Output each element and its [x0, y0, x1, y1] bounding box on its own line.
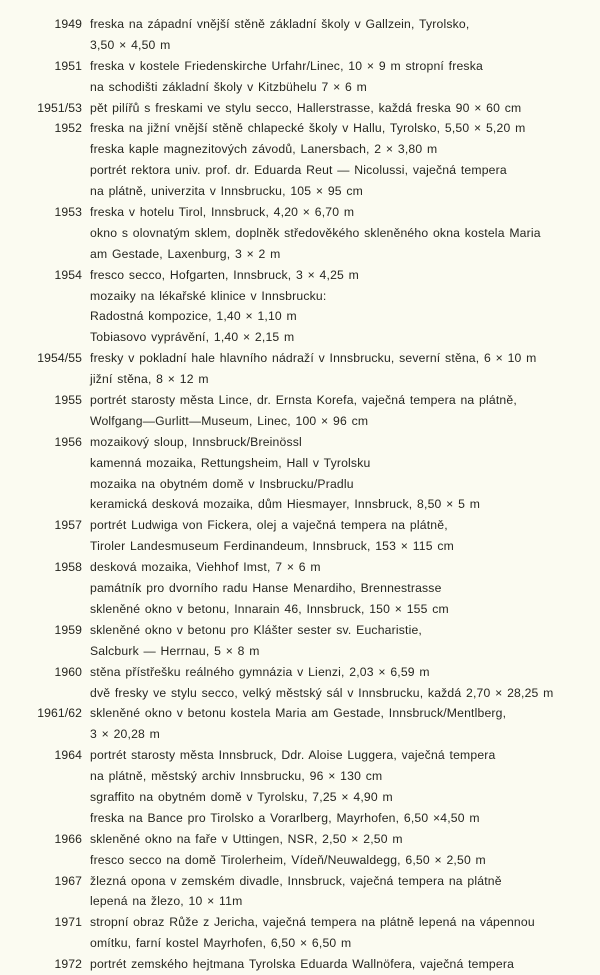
entry-year: 1956: [54, 434, 82, 449]
entry-line: [20, 474, 580, 495]
entry-line: [20, 181, 580, 202]
entry-text: stěna přístřešku reálného gymnázia v Lienzi, 2,03 × 6,59 m: [90, 664, 430, 679]
entry-line: [20, 453, 580, 474]
entry-line: [20, 787, 580, 808]
entry-text: Tobiasovo vyprávění, 1,40 × 2,15 m: [90, 330, 295, 345]
entry-year: 1967: [54, 873, 82, 888]
entry-line: [20, 954, 580, 975]
catalog-entry: [20, 348, 580, 390]
entry-line: [20, 641, 580, 662]
entry-year: 1952: [54, 121, 82, 136]
catalog-entry: [20, 56, 580, 98]
entry-year: 1971: [54, 915, 82, 930]
entry-line: [20, 77, 580, 98]
entry-text: fresky v pokladní hale hlavního nádraží v Innsbrucku, severní stěna, 6 × 10 m: [90, 351, 537, 366]
entry-text: na plátně, městský archiv Innsbrucku, 96 × 130 cm: [90, 769, 383, 784]
entry-line: [20, 515, 580, 536]
entry-line: [20, 56, 580, 77]
catalog-entry: [20, 432, 580, 516]
entry-text: Wolfgang—Gurlitt—Museum, Linec, 100 × 96 cm: [90, 413, 369, 428]
entry-line: [20, 766, 580, 787]
entry-line: [20, 348, 580, 369]
entry-text: skleněné okno na faře v Uttingen, NSR, 2,50 × 2,50 m: [90, 831, 403, 846]
entry-line: [20, 118, 580, 139]
entry-year: 1954: [54, 267, 82, 282]
entry-text: freska na jižní vnější stěně chlapecké školy v Hallu, Tyrolsko, 5,50 × 5,20 m: [90, 121, 526, 136]
entry-text: 3,50 × 4,50 m: [90, 37, 171, 52]
entry-text: mozaikový sloup, Innsbruck/Breinössl: [90, 434, 302, 449]
entry-year: 1959: [54, 622, 82, 637]
catalog-entry: [20, 118, 580, 202]
catalog-entry: [20, 98, 580, 119]
entry-text: fresco secco, Hofgarten, Innsbruck, 3 × 4,25 m: [90, 267, 359, 282]
entry-year: 1951: [54, 58, 82, 73]
entry-text: na schodišti základní školy v Kitzbühelu 7 × 6 m: [90, 79, 367, 94]
catalog-entry: [20, 390, 580, 432]
entry-text: na plátně, univerzita v Innsbrucku, 105 × 95 cm: [90, 184, 364, 199]
entry-text: pět pilířů s freskami ve stylu secco, Hallerstrasse, každá freska 90 × 60 cm: [90, 100, 522, 115]
catalog-entry: [20, 745, 580, 829]
entry-text: keramická desková mozaika, dům Hiesmayer, Innsbruck, 8,50 × 5 m: [90, 497, 481, 512]
entry-text: 3 × 20,28 m: [90, 727, 160, 742]
entry-text: mozaiky na lékařské klinice v Innsbrucku:: [90, 288, 327, 303]
entry-line: [20, 829, 580, 850]
catalog-entry: [20, 829, 580, 871]
entry-line: [20, 98, 580, 119]
entry-text: skleněné okno v betonu kostela Maria am Gestade, Innsbruck/Mentlberg,: [90, 706, 507, 721]
entry-line: [20, 390, 580, 411]
entry-line: [20, 724, 580, 745]
entry-text: portrét starosty města Lince, dr. Ernsta Korefa, vaječná tempera na plátně,: [90, 393, 517, 408]
entry-text: portrét rektora univ. prof. dr. Eduarda Reut — Nicolussi, vaječná tempera: [90, 163, 507, 178]
entry-text: stropní obraz Růže z Jericha, vaječná tempera na plátně lepená na vápennou: [90, 915, 535, 930]
entry-year: 1954/55: [37, 351, 82, 366]
catalog-entry: [20, 202, 580, 265]
entry-year: 1958: [54, 560, 82, 575]
entry-line: [20, 369, 580, 390]
entry-text: freska na Bance pro Tirolsko a Vorarlberg, Mayrhofen, 6,50 ×4,50 m: [90, 810, 480, 825]
entry-text: omítku, farní kostel Mayrhofen, 6,50 × 6,50 m: [90, 936, 352, 951]
entry-line: [20, 160, 580, 181]
entry-line: [20, 411, 580, 432]
catalog-entry: [20, 557, 580, 620]
entry-text: mozaika na obytném domě v Insbrucku/Pradlu: [90, 476, 354, 491]
entry-line: [20, 14, 580, 35]
entry-line: [20, 578, 580, 599]
entry-line: [20, 683, 580, 704]
catalog-entry: [20, 703, 580, 745]
entry-text: skleněné okno v betonu, Innarain 46, Innsbruck, 150 × 155 cm: [90, 601, 449, 616]
entry-year: 1964: [54, 748, 82, 763]
catalog-entry: [20, 662, 580, 704]
entry-line: [20, 662, 580, 683]
entry-year: 1953: [54, 205, 82, 220]
entry-line: [20, 494, 580, 515]
entry-text: Tiroler Landesmuseum Ferdinandeum, Innsbruck, 153 × 115 cm: [90, 539, 454, 554]
entry-text: am Gestade, Laxenburg, 3 × 2 m: [90, 246, 281, 261]
entry-year: 1949: [54, 17, 82, 31]
entry-line: [20, 912, 580, 933]
entry-line: [20, 536, 580, 557]
entry-text: Radostná kompozice, 1,40 × 1,10 m: [90, 309, 297, 324]
entry-text: fresco secco na domě Tirolerheim, Vídeň/Neuwaldegg, 6,50 × 2,50 m: [90, 852, 486, 867]
entry-line: [20, 327, 580, 348]
entry-text: portrét zemského hejtmana Tyrolska Eduarda Wallnöfera, vaječná tempera: [90, 957, 515, 972]
entry-line: [20, 286, 580, 307]
entry-text: kamenná mozaika, Rettungsheim, Hall v Tyrolsku: [90, 455, 371, 470]
entry-year: 1955: [54, 393, 82, 408]
catalog-entry: [20, 515, 580, 557]
entry-line: [20, 244, 580, 265]
entry-text: freska v kostele Friedenskirche Urfahr/Linec, 10 × 9 m stropní freska: [90, 58, 483, 73]
entry-text: portrét Ludwiga von Fickera, olej a vaječná tempera na plátně,: [90, 518, 448, 533]
entry-year: 1957: [54, 518, 82, 533]
catalog-entry: [20, 954, 580, 975]
entry-line: [20, 202, 580, 223]
entry-text: skleněné okno v betonu pro Klášter sester sv. Eucharistie,: [90, 622, 422, 637]
entry-text: okno s olovnatým sklem, doplněk středověkého skleněného okna kostela Maria: [90, 225, 541, 240]
entry-line: [20, 745, 580, 766]
entry-text: freska v hotelu Tirol, Innsbruck, 4,20 × 6,70 m: [90, 205, 355, 220]
entry-text: desková mozaika, Viehhof Imst, 7 × 6 m: [90, 560, 321, 575]
catalog-entry: [20, 912, 580, 954]
entry-text: portrét starosty města Innsbruck, Ddr. Aloise Luggera, vaječná tempera: [90, 748, 496, 763]
entry-year: 1961/62: [37, 706, 82, 721]
entry-line: [20, 139, 580, 160]
catalog-entry: [20, 14, 580, 56]
entry-year: 1966: [54, 831, 82, 846]
entry-text: Salcburk — Herrnau, 5 × 8 m: [90, 643, 260, 658]
entry-year: 1960: [54, 664, 82, 679]
entry-line: [20, 223, 580, 244]
entry-line: [20, 891, 580, 912]
entry-text: sgraffito na obytném domě v Tyrolsku, 7,25 × 4,90 m: [90, 789, 393, 804]
entry-line: [20, 306, 580, 327]
entry-text: jižní stěna, 8 × 12 m: [90, 372, 209, 387]
catalog-entry: [20, 265, 580, 349]
entry-line: [20, 432, 580, 453]
entry-line: [20, 620, 580, 641]
entry-year: 1972: [54, 957, 82, 972]
entry-text: lepená na žlezo, 10 × 11m: [90, 894, 243, 909]
entry-text: žlezná opona v zemském divadle, Innsbruck, vaječná tempera na plátně: [90, 873, 502, 888]
entry-line: [20, 703, 580, 724]
entry-line: [20, 557, 580, 578]
entry-year: 1951/53: [37, 100, 82, 115]
entry-text: památník pro dvorního radu Hanse Menardiho, Brennestrasse: [90, 581, 442, 596]
entry-line: [20, 933, 580, 954]
entry-text: dvě fresky ve stylu secco, velký městský sál v Innsbrucku, každá 2,70 × 28,25 m: [90, 685, 554, 700]
entry-line: [20, 599, 580, 620]
entry-line: [20, 871, 580, 892]
entry-text: freska kaple magnezitových závodů, Lanersbach, 2 × 3,80 m: [90, 142, 438, 157]
chronology-list: [20, 14, 580, 975]
entry-text: freska na západní vnější stěně základní školy v Gallzein, Tyrolsko,: [90, 17, 470, 31]
entry-line: [20, 808, 580, 829]
entry-line: [20, 850, 580, 871]
catalog-entry: [20, 871, 580, 913]
entry-line: [20, 35, 580, 56]
catalog-entry: [20, 620, 580, 662]
entry-line: [20, 265, 580, 286]
